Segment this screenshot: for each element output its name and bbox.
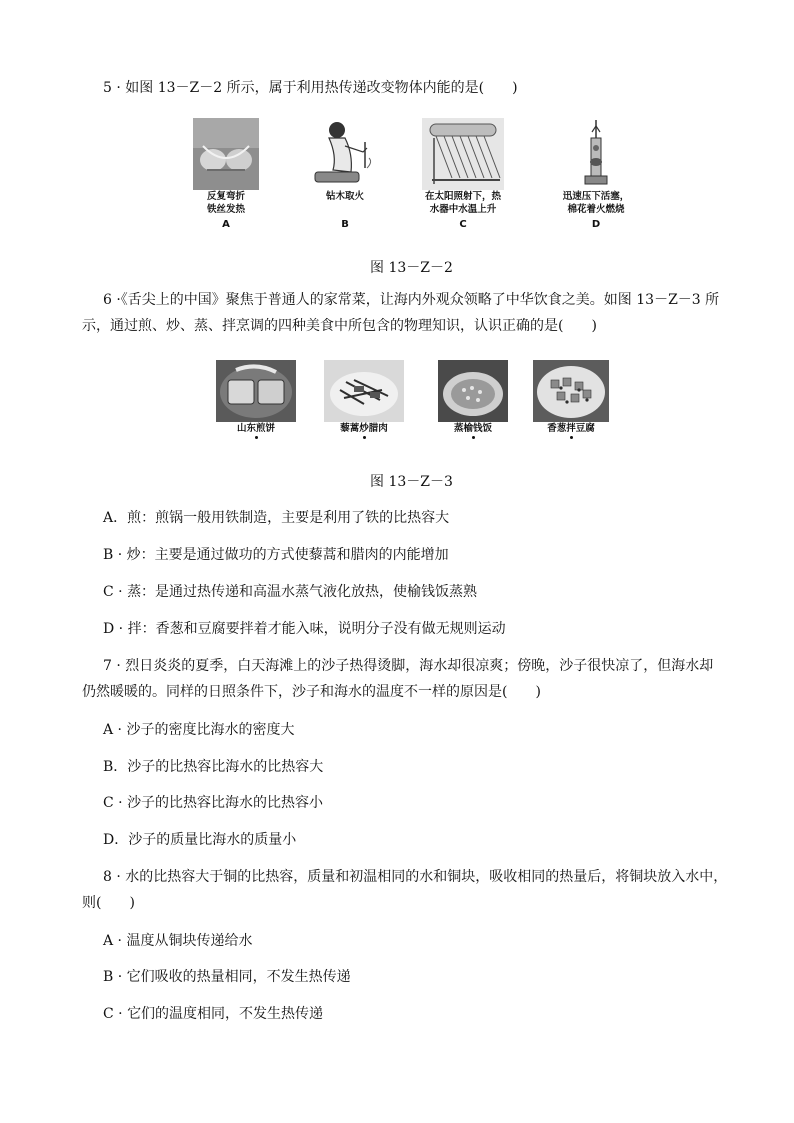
q6-figure-row	[0, 360, 794, 455]
q5-figure-c-letter: C	[459, 219, 467, 230]
q6-figure-steamed-rice	[432, 360, 514, 439]
q5-figure-b-label-line2	[293, 203, 397, 216]
q6-option-c[interactable]: C · 蒸：是通过热传递和高温水蒸气液化放热，使榆钱饭蒸熟	[103, 584, 478, 600]
q8-option-a[interactable]: A · 温度从铜块传递给水	[103, 933, 253, 949]
air-piston-igniter-drawing	[581, 118, 611, 190]
emphasis-dot	[363, 436, 366, 439]
q6-figure-jianbing-label: 山东煎饼	[236, 423, 275, 434]
stir-fried-bacon-photo	[324, 360, 404, 422]
q5-figure-b-label-line1: 钻木取火	[325, 191, 364, 202]
q6-stem-line2: 示，通过煎、炒、蒸、拌烹调的四种美食中所包含的物理知识，认识正确的是( )	[82, 318, 597, 334]
shandong-pancake-photo	[216, 360, 296, 422]
q6-figure-stir-fry-label: 藜蒿炒腊肉	[340, 423, 388, 434]
q5-figure-c-label-line2: 水器中水温上升	[429, 204, 497, 215]
q6-stem-line1: 6 ·《舌尖上的中国》聚焦于普通人的家常菜，让海内外观众领略了中华饮食之美。如图 13－Z－3 所	[103, 292, 720, 308]
q5-figure-d-letter: D	[591, 219, 601, 230]
q5-figure-a-label-line2: 铁丝发热	[206, 204, 245, 215]
q8-option-b[interactable]: B · 它们吸收的热量相同，不发生热传递	[103, 969, 351, 985]
q5-figure-caption: 图 13－Z－2	[370, 260, 453, 276]
q8-stem-line2: 则( )	[82, 895, 135, 911]
q6-option-a[interactable]: A．煎：煎锅一般用铁制造，主要是利用了铁的比热容大	[103, 510, 450, 526]
q7-option-a[interactable]: A · 沙子的密度比海水的密度大	[103, 722, 295, 738]
emphasis-dot	[472, 436, 475, 439]
q6-figure-tofu-label: 香葱拌豆腐	[547, 423, 595, 434]
q6-figure-steamed-rice-label: 蒸榆钱饭	[453, 423, 492, 434]
q8-stem-line1: 8 · 水的比热容大于铜的比热容，质量和初温相同的水和铜块，吸收相同的热量后，将铜块放入水中，	[103, 869, 728, 885]
q6-figure-stir-fry	[322, 360, 406, 439]
emphasis-dot	[255, 436, 258, 439]
q8-option-c[interactable]: C · 它们的温度相同，不发生热传递	[103, 1006, 324, 1022]
drilling-wood-fire-drawing	[307, 118, 383, 190]
q5-figure-row	[0, 118, 794, 248]
emphasis-dot	[570, 436, 573, 439]
q5-figure-b-letter: B	[341, 219, 349, 230]
q5-figure-d-label-line2: 棉花着火燃烧	[567, 204, 625, 215]
q7-option-b[interactable]: B．沙子的比热容比海水的比热容大	[103, 759, 324, 775]
q5-figure-b	[293, 118, 397, 232]
q7-option-d[interactable]: D．沙子的质量比海水的质量小	[103, 832, 297, 848]
q6-figure-jianbing	[214, 360, 298, 439]
q5-figure-a-label-line1: 反复弯折	[206, 191, 245, 202]
q5-figure-d	[546, 118, 646, 232]
q5-stem: 5 · 如图 13－Z－2 所示，属于利用热传递改变物体内能的是( )	[103, 80, 518, 96]
bending-wire-photo	[193, 118, 259, 190]
steamed-elm-seed-rice-photo	[438, 360, 508, 422]
q5-figure-c	[413, 118, 513, 232]
q5-figure-c-label-line1: 在太阳照射下，热	[424, 191, 501, 202]
q5-figure-a-letter: A	[222, 219, 230, 230]
q6-option-b[interactable]: B · 炒：主要是通过做功的方式使藜蒿和腊肉的内能增加	[103, 547, 449, 563]
scallion-tofu-photo	[533, 360, 609, 422]
q6-option-d[interactable]: D · 拌：香葱和豆腐要拌着才能入味，说明分子没有做无规则运动	[103, 621, 506, 637]
q5-figure-a	[178, 118, 274, 232]
q5-figure-d-label-line1: 迅速压下活塞，	[562, 191, 630, 202]
q7-option-c[interactable]: C · 沙子的比热容比海水的比热容小	[103, 795, 324, 811]
q6-figure-caption: 图 13－Z－3	[370, 474, 453, 490]
solar-water-heater-photo	[422, 118, 504, 190]
q6-figure-tofu	[528, 360, 614, 439]
q7-stem-line1: 7 · 烈日炎炎的夏季，白天海滩上的沙子热得烫脚，海水却很凉爽；傍晚，沙子很快凉了，但海水却	[103, 658, 714, 674]
q7-stem-line2: 仍然暖暖的。同样的日照条件下，沙子和海水的温度不一样的原因是( )	[82, 684, 541, 700]
